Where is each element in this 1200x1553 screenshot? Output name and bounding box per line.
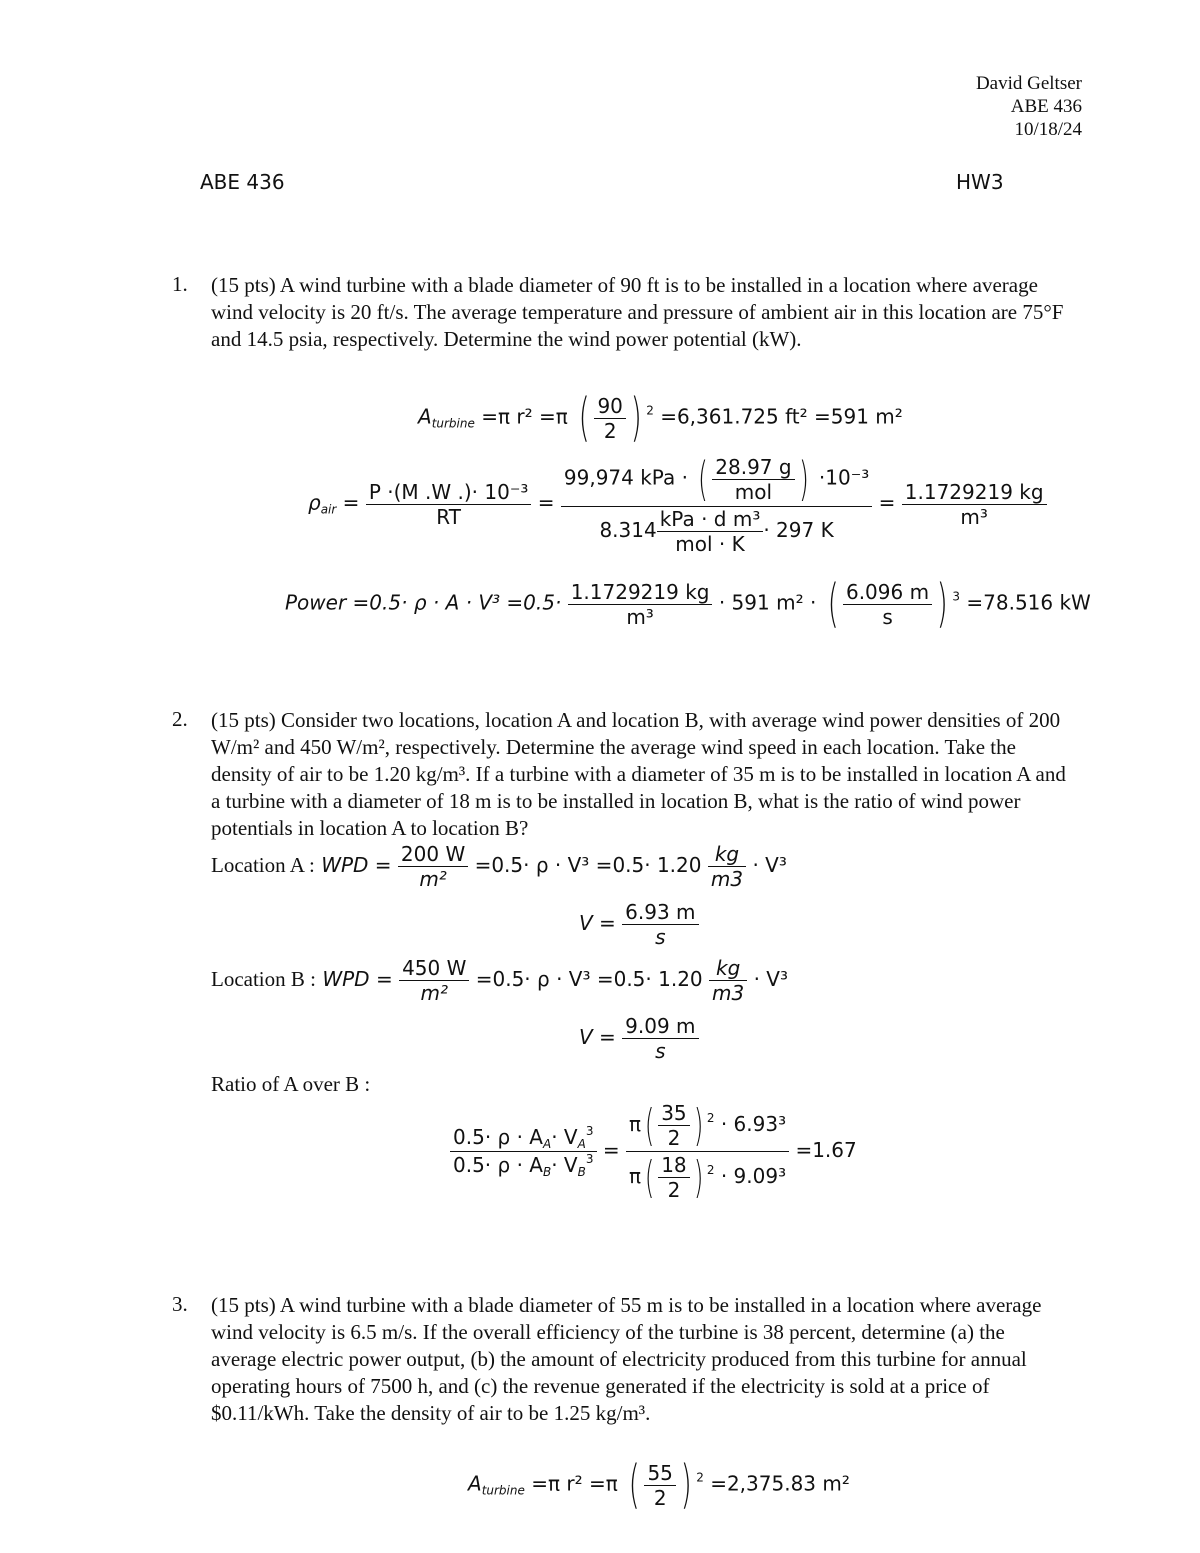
q1-density-equation: $\rho_{air}$ = $\frac{\text{P ·(M .W .)· 10⁻³}}{RT}$ = 99,974 kPa · ( $\frac{28.97 g}{\text{mol}}$ ) ·10⁻³ 8.314 $\frac{\text{kPa · d m³}}{\text{mol · K}}$ · 297 K = $\frac{1.1729219 kg}{\text{m³}}$ [308, 452, 1047, 556]
q2-location-a-label: Location A : [211, 853, 315, 877]
q1-area-lhs-sub: turbine [431, 416, 475, 431]
q2-location-a-equation: Location A : WPD = $\frac{200 W}{\text{m²}}$ =0.5· ρ · V³ =0.5· 1.20 $\frac{kg}{m3}$ · V³ [211, 842, 787, 891]
q1-rho-frac3: $\frac{1.1729219 kg}{\text{m³}}$ [902, 480, 1047, 529]
q1-text: (15 pts) A wind turbine with a blade diameter of 90 ft is to be installed in a location where average wind velocity is 20 ft/s. The average temperature and pressure of ambient air in this location are 75°F and 14.5 psia, respectively. Determine the wind power potential (kW). [211, 273, 1064, 351]
q1-power-result: =78.516 kW [966, 590, 1091, 615]
q1-area-mid: =π r² =π [481, 404, 568, 429]
q1-area-lhs: A [418, 404, 432, 429]
course-code: ABE 436 [1010, 96, 1082, 117]
q1-rho-lhs: ρ [308, 490, 321, 515]
title-homework: HW3 [956, 170, 1004, 194]
q2-ratio-right-fraction: π( $\frac{35}{2}$ ) $^2$ · 6.93³ π( $\frac{18}{2}$ ) $^2$ · 9.09³ [626, 1100, 789, 1203]
q1-rho-frac1: $\frac{\text{P ·(M .W .)· 10⁻³}}{RT}$ [366, 480, 532, 529]
author-name: David Geltser [975, 73, 1082, 94]
q1-power-frac2: $\frac{6.096 m}{s}$ [843, 580, 932, 629]
q3-number: 3. [172, 1292, 188, 1316]
q3-area-fraction: $\frac{55}{2}$ [644, 1461, 675, 1510]
q1-area-fraction: $\frac{90}{2}$ [594, 394, 625, 443]
q3-text: (15 pts) A wind turbine with a blade diameter of 55 m is to be installed in a location where average wind velocity is 6.5 m/s. If the overall efficiency of the turbine is 38 percent, determine (a) the average electric power output, (b) the amount of electricity produced from this turbine for annual operating hours of 7500 h, and (c) the revenue generated if the electricity is sold at a price of $0.11/kWh. Take the density of air to be 1.25 kg/m³. [211, 1293, 1042, 1425]
q2-number: 2. [172, 707, 188, 731]
q2-location-b-equation: Location B : WPD = $\frac{450 W}{\text{m²}}$ =0.5· ρ · V³ =0.5· 1.20 $\frac{kg}{m3}$ · V³ [211, 956, 789, 1005]
q1-power-lhs: Power =0.5· ρ · A · V³ =0.5· [285, 590, 562, 615]
q2-ratio-equation: $\frac{0.5\cdot \rho \cdot A_A\cdot V_A^3}{0.5\cdot \rho \cdot A_B\cdot V_B^3}$ = π( $\frac{35}{2}$ ) $^2$ · 6.93³ π( $\frac{18}{2}$ ) $^2$ · 9.09³ =1.67 [450, 1100, 857, 1203]
q1-power-frac1: $\frac{1.1729219 kg}{\text{m³}}$ [568, 580, 713, 629]
q3-area-equation: $A_{turbine} =\pi$ r² =π ( $\frac{55}{2}$ ) $^2$ =2,375.83 m² [468, 1455, 850, 1515]
q3-area-lhs: A [468, 1471, 482, 1496]
header-block [976, 72, 1082, 141]
q2-velocity-a: V = $\frac{6.93 m}{s}$ [579, 900, 699, 949]
date: 10/18/24 [1014, 119, 1082, 140]
q1-power-equation: Power =0.5· ρ · A · V³ =0.5· $\frac{1.1729219 kg}{\text{m³}}$ · 591 m² · ( $\frac{6.096 m}{s}$ ) $^3$ =78.516 kW [285, 574, 1091, 634]
q3-area-result: =2,375.83 m² [710, 1471, 850, 1496]
q2-text: (15 pts) Consider two locations, location A and location B, with average wind power densities of 200 W/m² and 450 W/m², respectively. Determine the average wind speed in each location. Take the density of air to be 1.20 kg/m³. If a turbine with a diameter of 35 m is to be installed in location A and a turbine with a diameter of 18 m is to be installed in location B, what is the ratio of wind power potentials in location A to location B? [211, 708, 1066, 840]
q1-rho-frac2: 99,974 kPa · ( $\frac{28.97 g}{\text{mol}}$ ) ·10⁻³ 8.314 $\frac{\text{kPa · d m³}}{\text{mol · K}}$ · 297 K [561, 452, 872, 556]
q2-velocity-b: V = $\frac{9.09 m}{s}$ [579, 1014, 699, 1063]
q1-number: 1. [172, 272, 188, 296]
q2-ratio-result: =1.67 [795, 1138, 857, 1162]
q1-area-result: =6,361.725 ft² =591 m² [660, 404, 903, 429]
q1-area-equation: $A_{turbine} =\pi$ r² =π ( $\frac{90}{2}$ ) $^2$ =6,361.725 ft² =591 m² [418, 388, 903, 448]
q2-ratio-left-fraction: $\frac{0.5\cdot \rho \cdot A_A\cdot V_A^3}{0.5\cdot \rho \cdot A_B\cdot V_B^3}$ [450, 1124, 597, 1179]
title-course: ABE 436 [200, 170, 285, 194]
q2-ratio-label: Ratio of A over B : [211, 1072, 371, 1096]
q2-location-b-label: Location B : [211, 967, 316, 991]
